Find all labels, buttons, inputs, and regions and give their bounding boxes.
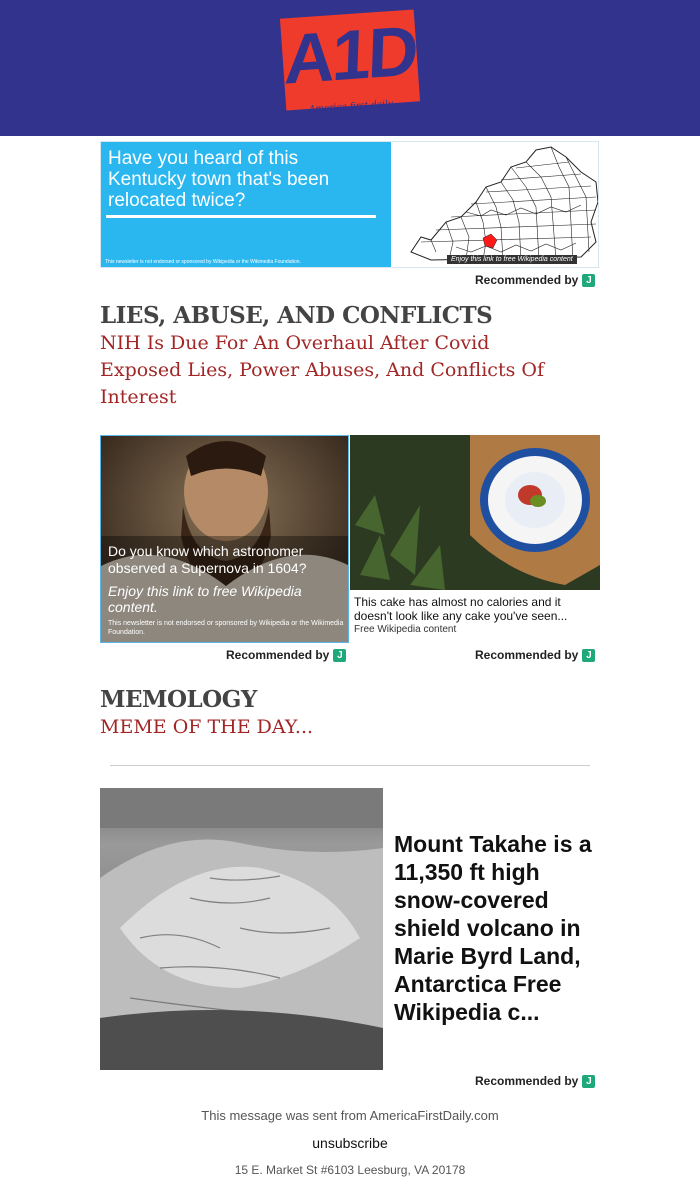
ad-headline: Have you heard of this Kentucky town that's been relocated twice?: [108, 148, 330, 211]
map-caption: Enjoy this link to free Wikipedia content: [447, 255, 577, 264]
recommended-label: Recommended by: [475, 648, 579, 662]
jeeng-icon: J: [582, 649, 595, 662]
logo-tagline: America first daily: [308, 99, 394, 115]
recommended-by-volcano[interactable]: [475, 1074, 595, 1088]
article-heading: LIES, ABUSE, AND CONFLICTS: [100, 302, 493, 329]
volcano-image[interactable]: [100, 788, 383, 1070]
volcano-headline[interactable]: Mount Takahe is a 11,350 ft high snow-covered shield volcano in Marie Byrd Land, Antarctica Free Wikipedia c...: [394, 831, 592, 1025]
ad-astronomer[interactable]: [100, 435, 349, 643]
ad-fine-print: This newsletter is not endorsed or sponsored by Wikipedia or the Wikimedia Foundation.: [105, 259, 301, 265]
meme-of-the-day-link[interactable]: MEME OF THE DAY...: [100, 716, 314, 738]
ad-cake[interactable]: [350, 435, 600, 643]
brand-logo[interactable]: [283, 11, 417, 115]
footer-sent-from: This message was sent from AmericaFirstDaily.com: [201, 1108, 499, 1123]
jeeng-icon: J: [582, 1075, 595, 1088]
unsubscribe-link[interactable]: unsubscribe: [312, 1135, 388, 1151]
ad-caption: This cake has almost no calories and it doesn't look like any cake you've seen...: [354, 595, 568, 623]
logo-text: A1D: [283, 11, 417, 99]
recommended-by-left[interactable]: [226, 648, 346, 662]
memology-heading: MEMOLOGY: [100, 686, 257, 713]
recommended-by-top[interactable]: [475, 273, 595, 287]
recommended-label: Recommended by: [475, 273, 579, 287]
kentucky-map-image: [391, 142, 599, 268]
ad-kentucky-town[interactable]: [100, 141, 599, 268]
article-link-line: NIH Is Due For An Overhaul After Covid: [100, 332, 490, 354]
divider: [110, 765, 590, 766]
article-link-line: Exposed Lies, Power Abuses, And Conflicts Of: [100, 359, 544, 381]
jeeng-icon: J: [582, 274, 595, 287]
article-link-line: Interest: [100, 386, 177, 408]
header-bar: [0, 0, 700, 136]
volcano-photo: [100, 788, 383, 1070]
recommended-label: Recommended by: [226, 648, 330, 662]
recommended-label: Recommended by: [475, 1074, 579, 1088]
ad-subtitle: Free Wikipedia content: [354, 624, 457, 635]
ad-stripe: [106, 215, 376, 218]
cake-plate-image: [350, 435, 600, 590]
jeeng-icon: J: [333, 649, 346, 662]
article-link[interactable]: [100, 330, 544, 411]
recommended-by-right[interactable]: [475, 648, 595, 662]
footer-address: 15 E. Market St #6103 Leesburg, VA 20178: [234, 1163, 466, 1177]
ad-fine-print: This newsletter is not endorsed or sponsored by Wikipedia or the Wikimedia Foundation.: [108, 620, 344, 636]
ad-subtitle: Enjoy this link to free Wikipedia content.: [108, 583, 302, 615]
ad-question: Do you know which astronomer observed a Supernova in 1604?: [108, 543, 307, 576]
